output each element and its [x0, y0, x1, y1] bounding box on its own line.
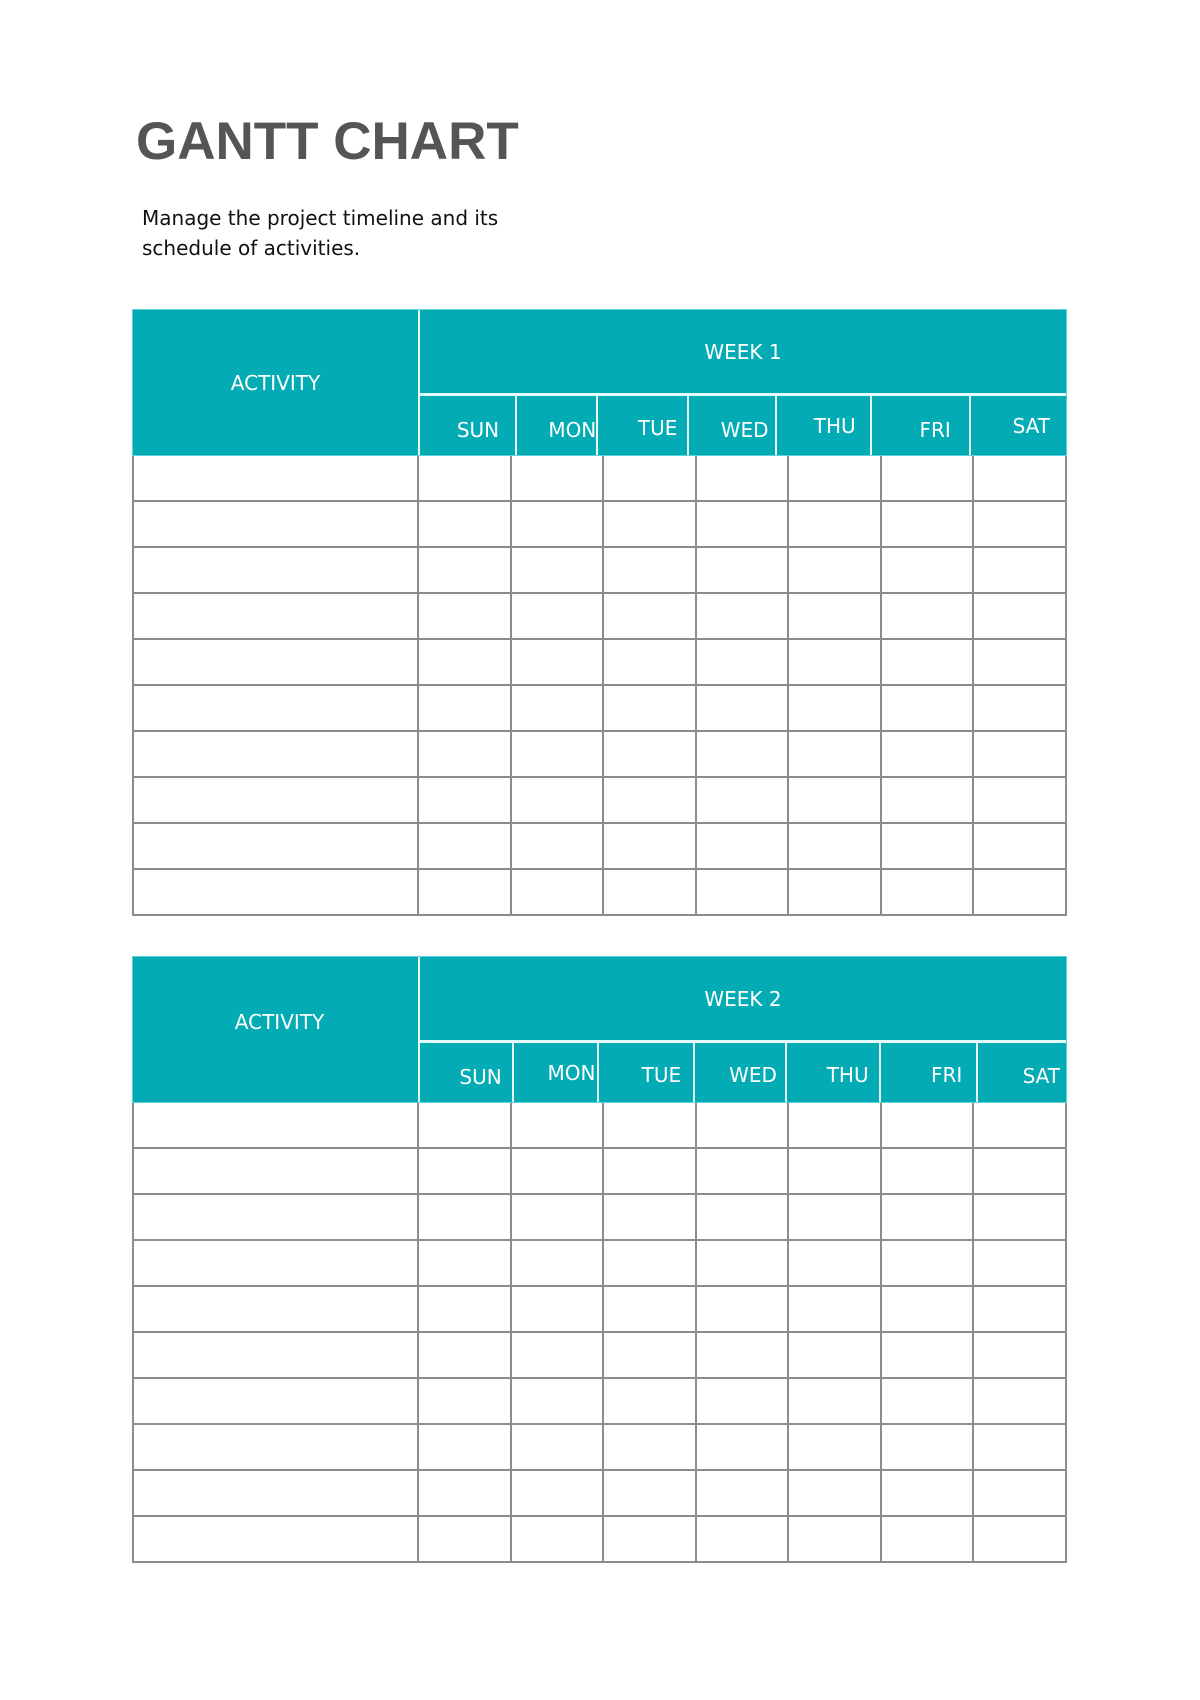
day-cell-sun[interactable] [419, 1287, 512, 1331]
day-cell-tue[interactable] [604, 1103, 697, 1147]
day-cell-sat[interactable] [974, 870, 1065, 914]
day-header-sat: SAT [1022, 1063, 1061, 1088]
day-cell-mon[interactable] [512, 1379, 605, 1423]
day-cell-wed[interactable] [697, 1379, 790, 1423]
table-row [134, 456, 1065, 502]
day-cell-wed[interactable] [697, 1103, 790, 1147]
day-cell-fri[interactable] [882, 1195, 975, 1239]
table-row [134, 686, 1065, 732]
activity-cell[interactable] [134, 1333, 419, 1377]
day-cell-sat[interactable] [974, 1379, 1065, 1423]
activity-cell[interactable] [134, 1149, 419, 1193]
day-cell-mon[interactable] [512, 1287, 605, 1331]
activity-cell[interactable] [134, 456, 419, 500]
day-cell-sun[interactable] [419, 594, 512, 638]
day-cell-sun[interactable] [419, 824, 512, 868]
day-cell-sun[interactable] [419, 1195, 512, 1239]
day-cell-tue[interactable] [604, 1333, 697, 1377]
day-cell-sun[interactable] [419, 1103, 512, 1147]
day-cell-tue[interactable] [604, 1425, 697, 1469]
table-header [132, 956, 1067, 1103]
day-cell-sat[interactable] [974, 1195, 1065, 1239]
day-cell-mon[interactable] [512, 594, 605, 638]
day-cell-tue[interactable] [604, 456, 697, 500]
day-cell-thu[interactable] [789, 686, 882, 730]
day-cell-fri[interactable] [882, 824, 975, 868]
day-header-sun: SUN [420, 1043, 514, 1102]
day-cell-wed[interactable] [697, 1195, 790, 1239]
table-row [134, 1379, 1065, 1425]
day-cell-thu[interactable] [789, 870, 882, 914]
day-cell-mon[interactable] [512, 1149, 605, 1193]
day-cell-wed[interactable] [697, 502, 790, 546]
day-cell-wed[interactable] [697, 1287, 790, 1331]
day-cell-sun[interactable] [419, 1425, 512, 1469]
day-cell-sat[interactable] [974, 640, 1065, 684]
day-header-fri: FRI [872, 396, 971, 455]
day-cell-sun[interactable] [419, 732, 512, 776]
day-cell-sun[interactable] [419, 1149, 512, 1193]
day-cell-wed[interactable] [697, 456, 790, 500]
day-cell-sat[interactable] [974, 824, 1065, 868]
day-cell-tue[interactable] [604, 594, 697, 638]
day-header-sat: SAT [1012, 413, 1050, 438]
table-row [134, 1287, 1065, 1333]
day-cell-thu[interactable] [789, 1333, 882, 1377]
day-cell-wed[interactable] [697, 824, 790, 868]
table-body [132, 1103, 1067, 1563]
day-cell-mon[interactable] [512, 1333, 605, 1377]
day-cell-wed[interactable] [697, 778, 790, 822]
day-cell-sat[interactable] [974, 732, 1065, 776]
day-cell-tue[interactable] [604, 686, 697, 730]
day-cell-wed[interactable] [697, 1149, 790, 1193]
table-row [134, 1149, 1065, 1195]
day-cell-sat[interactable] [974, 502, 1065, 546]
day-cell-fri[interactable] [882, 1379, 975, 1423]
day-cell-mon[interactable] [512, 1241, 605, 1285]
day-cell-mon[interactable] [512, 502, 605, 546]
activity-cell[interactable] [134, 732, 419, 776]
day-cell-thu[interactable] [789, 1287, 882, 1331]
day-cell-wed[interactable] [697, 1333, 790, 1377]
day-cell-wed[interactable] [697, 1471, 790, 1515]
day-header-fri: FRI [881, 1043, 979, 1102]
day-cell-wed[interactable] [697, 1425, 790, 1469]
day-cell-tue[interactable] [604, 640, 697, 684]
activity-cell[interactable] [134, 1471, 419, 1515]
table-row [134, 594, 1065, 640]
table-row [134, 778, 1065, 824]
day-cell-tue[interactable] [604, 870, 697, 914]
table-row [134, 1103, 1065, 1149]
day-cell-tue[interactable] [604, 1287, 697, 1331]
day-cell-thu[interactable] [789, 1149, 882, 1193]
day-cell-tue[interactable] [604, 502, 697, 546]
activity-cell[interactable] [134, 1379, 419, 1423]
activity-cell[interactable] [134, 1425, 419, 1469]
day-cell-fri[interactable] [882, 1287, 975, 1331]
day-header-thu: THU [777, 396, 872, 455]
day-cell-sun[interactable] [419, 778, 512, 822]
day-cell-mon[interactable] [512, 1425, 605, 1469]
day-cell-fri[interactable] [882, 778, 975, 822]
gantt-table-week-2 [132, 956, 1067, 1563]
activity-cell[interactable] [134, 1287, 419, 1331]
day-cell-wed[interactable] [697, 594, 790, 638]
activity-cell[interactable] [134, 640, 419, 684]
day-cell-sat[interactable] [974, 456, 1065, 500]
gantt-table-week-1 [132, 309, 1067, 916]
day-cell-fri[interactable] [882, 1103, 975, 1147]
day-cell-fri[interactable] [882, 640, 975, 684]
day-cell-thu[interactable] [789, 1103, 882, 1147]
day-cell-sat[interactable] [974, 778, 1065, 822]
table-row [134, 870, 1065, 914]
activity-cell[interactable] [134, 778, 419, 822]
activity-cell[interactable] [134, 1517, 419, 1561]
day-cell-sat[interactable] [974, 1333, 1065, 1377]
table-row [134, 502, 1065, 548]
day-cell-fri[interactable] [882, 732, 975, 776]
day-cell-sun[interactable] [419, 1471, 512, 1515]
day-cell-fri[interactable] [882, 1425, 975, 1469]
day-cell-sat[interactable] [974, 1241, 1065, 1285]
day-cell-sun[interactable] [419, 1241, 512, 1285]
day-cell-mon[interactable] [512, 732, 605, 776]
table-row [134, 1241, 1065, 1287]
day-cell-sun[interactable] [419, 548, 512, 592]
day-cell-sat[interactable] [974, 1425, 1065, 1469]
day-cell-fri[interactable] [882, 1241, 975, 1285]
day-cell-thu[interactable] [789, 548, 882, 592]
day-cell-mon[interactable] [512, 824, 605, 868]
day-cell-thu[interactable] [789, 456, 882, 500]
day-header-thu: THU [787, 1043, 881, 1102]
day-header-mon: MON [514, 1043, 600, 1102]
day-cell-thu[interactable] [789, 1471, 882, 1515]
day-cell-wed[interactable] [697, 686, 790, 730]
day-cell-tue[interactable] [604, 732, 697, 776]
activity-cell[interactable] [134, 548, 419, 592]
table-row [134, 1425, 1065, 1471]
day-cell-fri[interactable] [882, 1517, 975, 1561]
activity-cell[interactable] [134, 502, 419, 546]
week-header: WEEK 1 [420, 310, 1066, 396]
activity-cell[interactable] [134, 1241, 419, 1285]
day-cell-mon[interactable] [512, 1471, 605, 1515]
activity-column-header: ACTIVITY [133, 957, 420, 1102]
table-row [134, 548, 1065, 594]
table-row [134, 640, 1065, 686]
table-row [134, 1333, 1065, 1379]
day-cell-thu[interactable] [789, 1425, 882, 1469]
day-header-wed: WED [689, 396, 776, 455]
day-cell-tue[interactable] [604, 1149, 697, 1193]
day-cell-wed[interactable] [697, 640, 790, 684]
activity-cell[interactable] [134, 824, 419, 868]
day-cell-sat[interactable] [974, 1287, 1065, 1331]
activity-cell[interactable] [134, 870, 419, 914]
day-cell-fri[interactable] [882, 1333, 975, 1377]
activity-cell[interactable] [134, 1103, 419, 1147]
day-cell-sat[interactable] [974, 1149, 1065, 1193]
day-cell-fri[interactable] [882, 870, 975, 914]
day-cell-mon[interactable] [512, 1195, 605, 1239]
page-title: GANTT CHART [136, 112, 519, 171]
table-row [134, 824, 1065, 870]
activity-cell[interactable] [134, 1195, 419, 1239]
day-cell-thu[interactable] [789, 778, 882, 822]
day-cell-fri[interactable] [882, 1471, 975, 1515]
day-cell-mon[interactable] [512, 1517, 605, 1561]
day-cell-tue[interactable] [604, 1471, 697, 1515]
activity-cell[interactable] [134, 686, 419, 730]
day-cell-wed[interactable] [697, 1517, 790, 1561]
day-header-tue: TUE [598, 396, 689, 455]
day-cell-thu[interactable] [789, 640, 882, 684]
day-cell-thu[interactable] [789, 1195, 882, 1239]
day-cell-mon[interactable] [512, 686, 605, 730]
day-cell-fri[interactable] [882, 502, 975, 546]
table-header [132, 309, 1067, 456]
day-cell-mon[interactable] [512, 870, 605, 914]
day-cell-sat[interactable] [974, 1471, 1065, 1515]
day-cell-sat[interactable] [974, 1517, 1065, 1561]
day-cell-fri[interactable] [882, 548, 975, 592]
day-cell-sat[interactable] [974, 548, 1065, 592]
day-cell-thu[interactable] [789, 1241, 882, 1285]
day-cell-tue[interactable] [604, 1517, 697, 1561]
day-cell-fri[interactable] [882, 594, 975, 638]
day-cell-thu[interactable] [789, 824, 882, 868]
day-header-mon: MON [517, 396, 598, 455]
activity-column-header: ACTIVITY [133, 310, 420, 455]
day-cell-thu[interactable] [789, 502, 882, 546]
day-cell-sun[interactable] [419, 870, 512, 914]
day-cell-thu[interactable] [789, 1379, 882, 1423]
day-cell-sun[interactable] [419, 686, 512, 730]
day-cell-sun[interactable] [419, 456, 512, 500]
day-header-sun: SUN [420, 396, 517, 455]
table-row [134, 1517, 1065, 1561]
day-cell-fri[interactable] [882, 456, 975, 500]
day-cell-sat[interactable] [974, 594, 1065, 638]
day-cell-sun[interactable] [419, 1333, 512, 1377]
day-cell-sun[interactable] [419, 1379, 512, 1423]
day-headers [420, 396, 1066, 455]
day-cell-sun[interactable] [419, 1517, 512, 1561]
day-cell-mon[interactable] [512, 548, 605, 592]
day-cell-mon[interactable] [512, 640, 605, 684]
day-header-wed: WED [695, 1043, 787, 1102]
day-cell-tue[interactable] [604, 824, 697, 868]
day-cell-wed[interactable] [697, 732, 790, 776]
day-cell-tue[interactable] [604, 1379, 697, 1423]
table-body [132, 456, 1067, 916]
day-cell-thu[interactable] [789, 1517, 882, 1561]
day-header-tue: TUE [599, 1043, 695, 1102]
day-cell-fri[interactable] [882, 1149, 975, 1193]
table-row [134, 1471, 1065, 1517]
day-cell-mon[interactable] [512, 778, 605, 822]
table-row [134, 1195, 1065, 1241]
day-cell-sun[interactable] [419, 502, 512, 546]
activity-cell[interactable] [134, 594, 419, 638]
day-cell-sat[interactable] [974, 1103, 1065, 1147]
day-cell-tue[interactable] [604, 1241, 697, 1285]
week-header: WEEK 2 [420, 957, 1066, 1043]
table-row [134, 732, 1065, 778]
day-cell-thu[interactable] [789, 594, 882, 638]
day-headers [420, 1043, 1066, 1102]
day-cell-mon[interactable] [512, 456, 605, 500]
day-cell-wed[interactable] [697, 870, 790, 914]
day-cell-tue[interactable] [604, 778, 697, 822]
day-cell-tue[interactable] [604, 1195, 697, 1239]
day-cell-fri[interactable] [882, 686, 975, 730]
day-cell-tue[interactable] [604, 548, 697, 592]
day-cell-wed[interactable] [697, 548, 790, 592]
day-cell-wed[interactable] [697, 1241, 790, 1285]
page-subtitle: Manage the project timeline and its schedule of activities. [142, 206, 499, 260]
day-cell-sun[interactable] [419, 640, 512, 684]
day-cell-sat[interactable] [974, 686, 1065, 730]
day-cell-thu[interactable] [789, 732, 882, 776]
day-cell-mon[interactable] [512, 1103, 605, 1147]
